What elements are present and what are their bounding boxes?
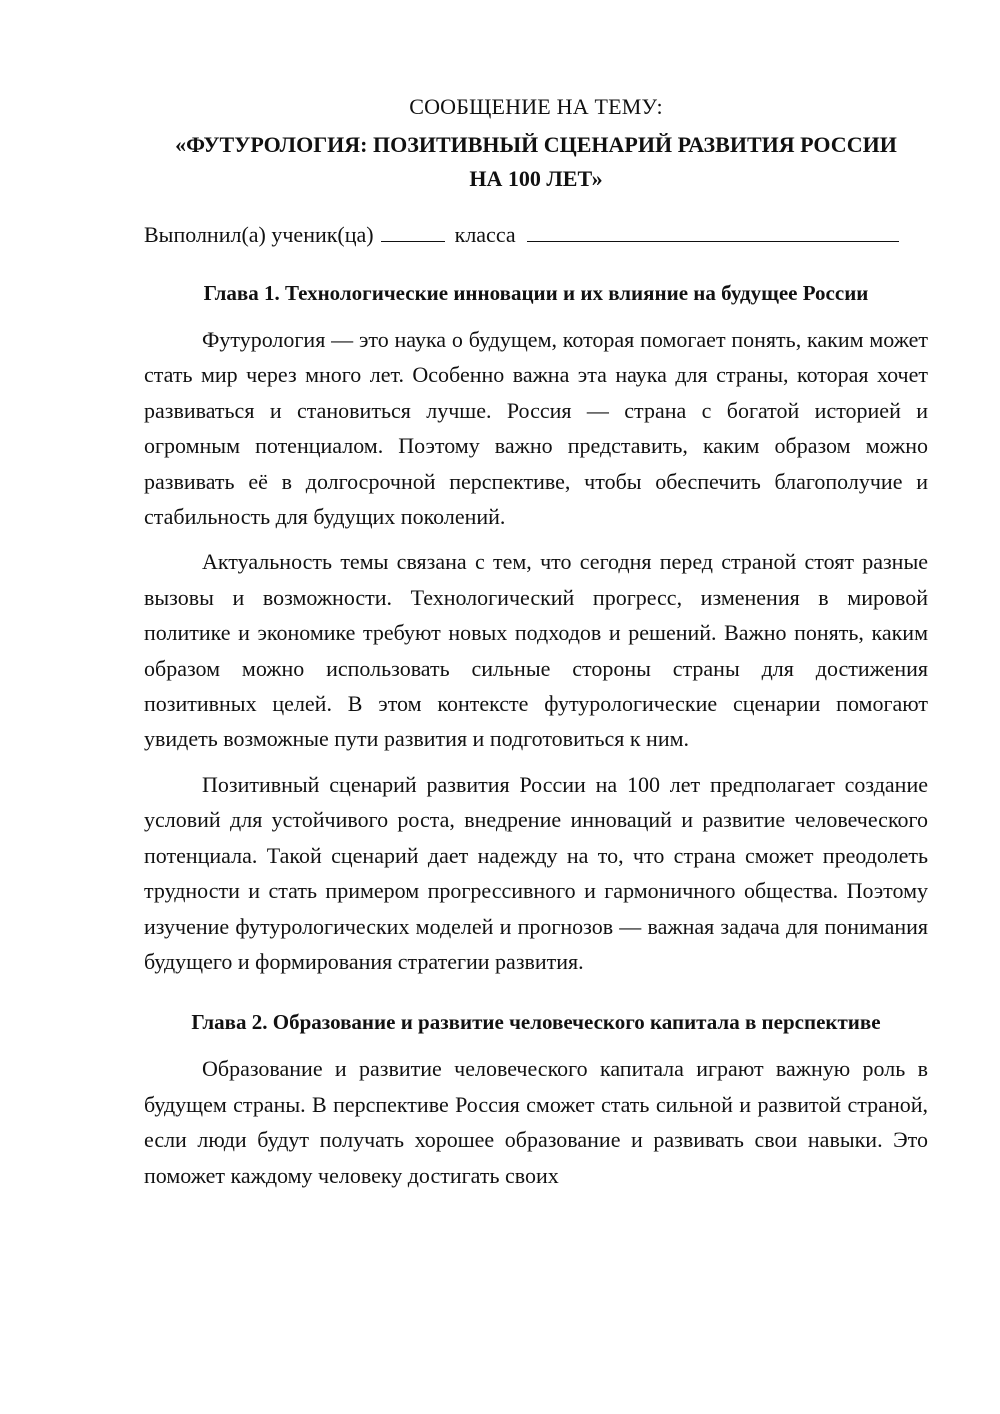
author-prefix: Выполнил(а) ученик(ца)	[144, 222, 374, 247]
author-line	[144, 220, 928, 250]
chapter-2-paragraph-1: Образование и развитие человеческого капитала играют важную роль в будущем страны. В перспективе Россия сможет стать сильной и развитой страной, если люди будут получать хорошее образование и развивать свои навыки. Это поможет каждому человеку достигать своих	[144, 1056, 928, 1188]
chapter-1-paragraph-3: Позитивный сценарий развития России на 100 лет предполагает создание условий для устойчивого роста, внедрение инноваций и развитие человеческого потенциала. Такой сценарий дает надежду на то, что страна сможет преодолеть трудности и стать примером прогрессивного и гармоничного общества. Поэтому изучение футурологических моделей и прогнозов — важная задача для понимания будущего и формирования стратегии развития.	[144, 771, 928, 974]
document-header: СООБЩЕНИЕ НА ТЕМУ:	[409, 94, 663, 119]
document-title: «ФУТУРОЛОГИЯ: ПОЗИТИВНЫЙ СЦЕНАРИЙ РАЗВИТИЯ РОССИИ НА 100 ЛЕТ»	[175, 132, 897, 191]
name-blank-field	[527, 221, 899, 242]
chapter-1-paragraph-1: Футурология — это наука о будущем, которая помогает понять, каким может стать мир через много лет. Особенно важна эта наука для страны, которая хочет развиваться и становиться лучше. Россия — страна с богатой историей и огромным потенциалом. Поэтому важно представить, каким образом можно развивать её в долгосрочной перспективе, чтобы обеспечить благополучие и стабильность для будущих поколений.	[144, 327, 928, 530]
chapter-2-heading: Глава 2. Образование и развитие человеческого капитала в перспективе	[191, 1010, 881, 1035]
chapter-1-heading: Глава 1. Технологические инновации и их влияние на будущее России	[203, 281, 869, 305]
author-class-label: класса	[454, 222, 516, 247]
grade-blank-field	[381, 221, 445, 242]
chapter-1-paragraph-2: Актуальность темы связана с тем, что сегодня перед страной стоят разные вызовы и возможности. Технологический прогресс, изменения в мировой политике и экономике требуют новых подходов и решений. Важно понять, каким образом можно использовать сильные стороны страны для достижения позитивных целей. В этом контексте футурологические сценарии помогают увидеть возможные пути развития и подготовиться к ним.	[144, 549, 928, 752]
